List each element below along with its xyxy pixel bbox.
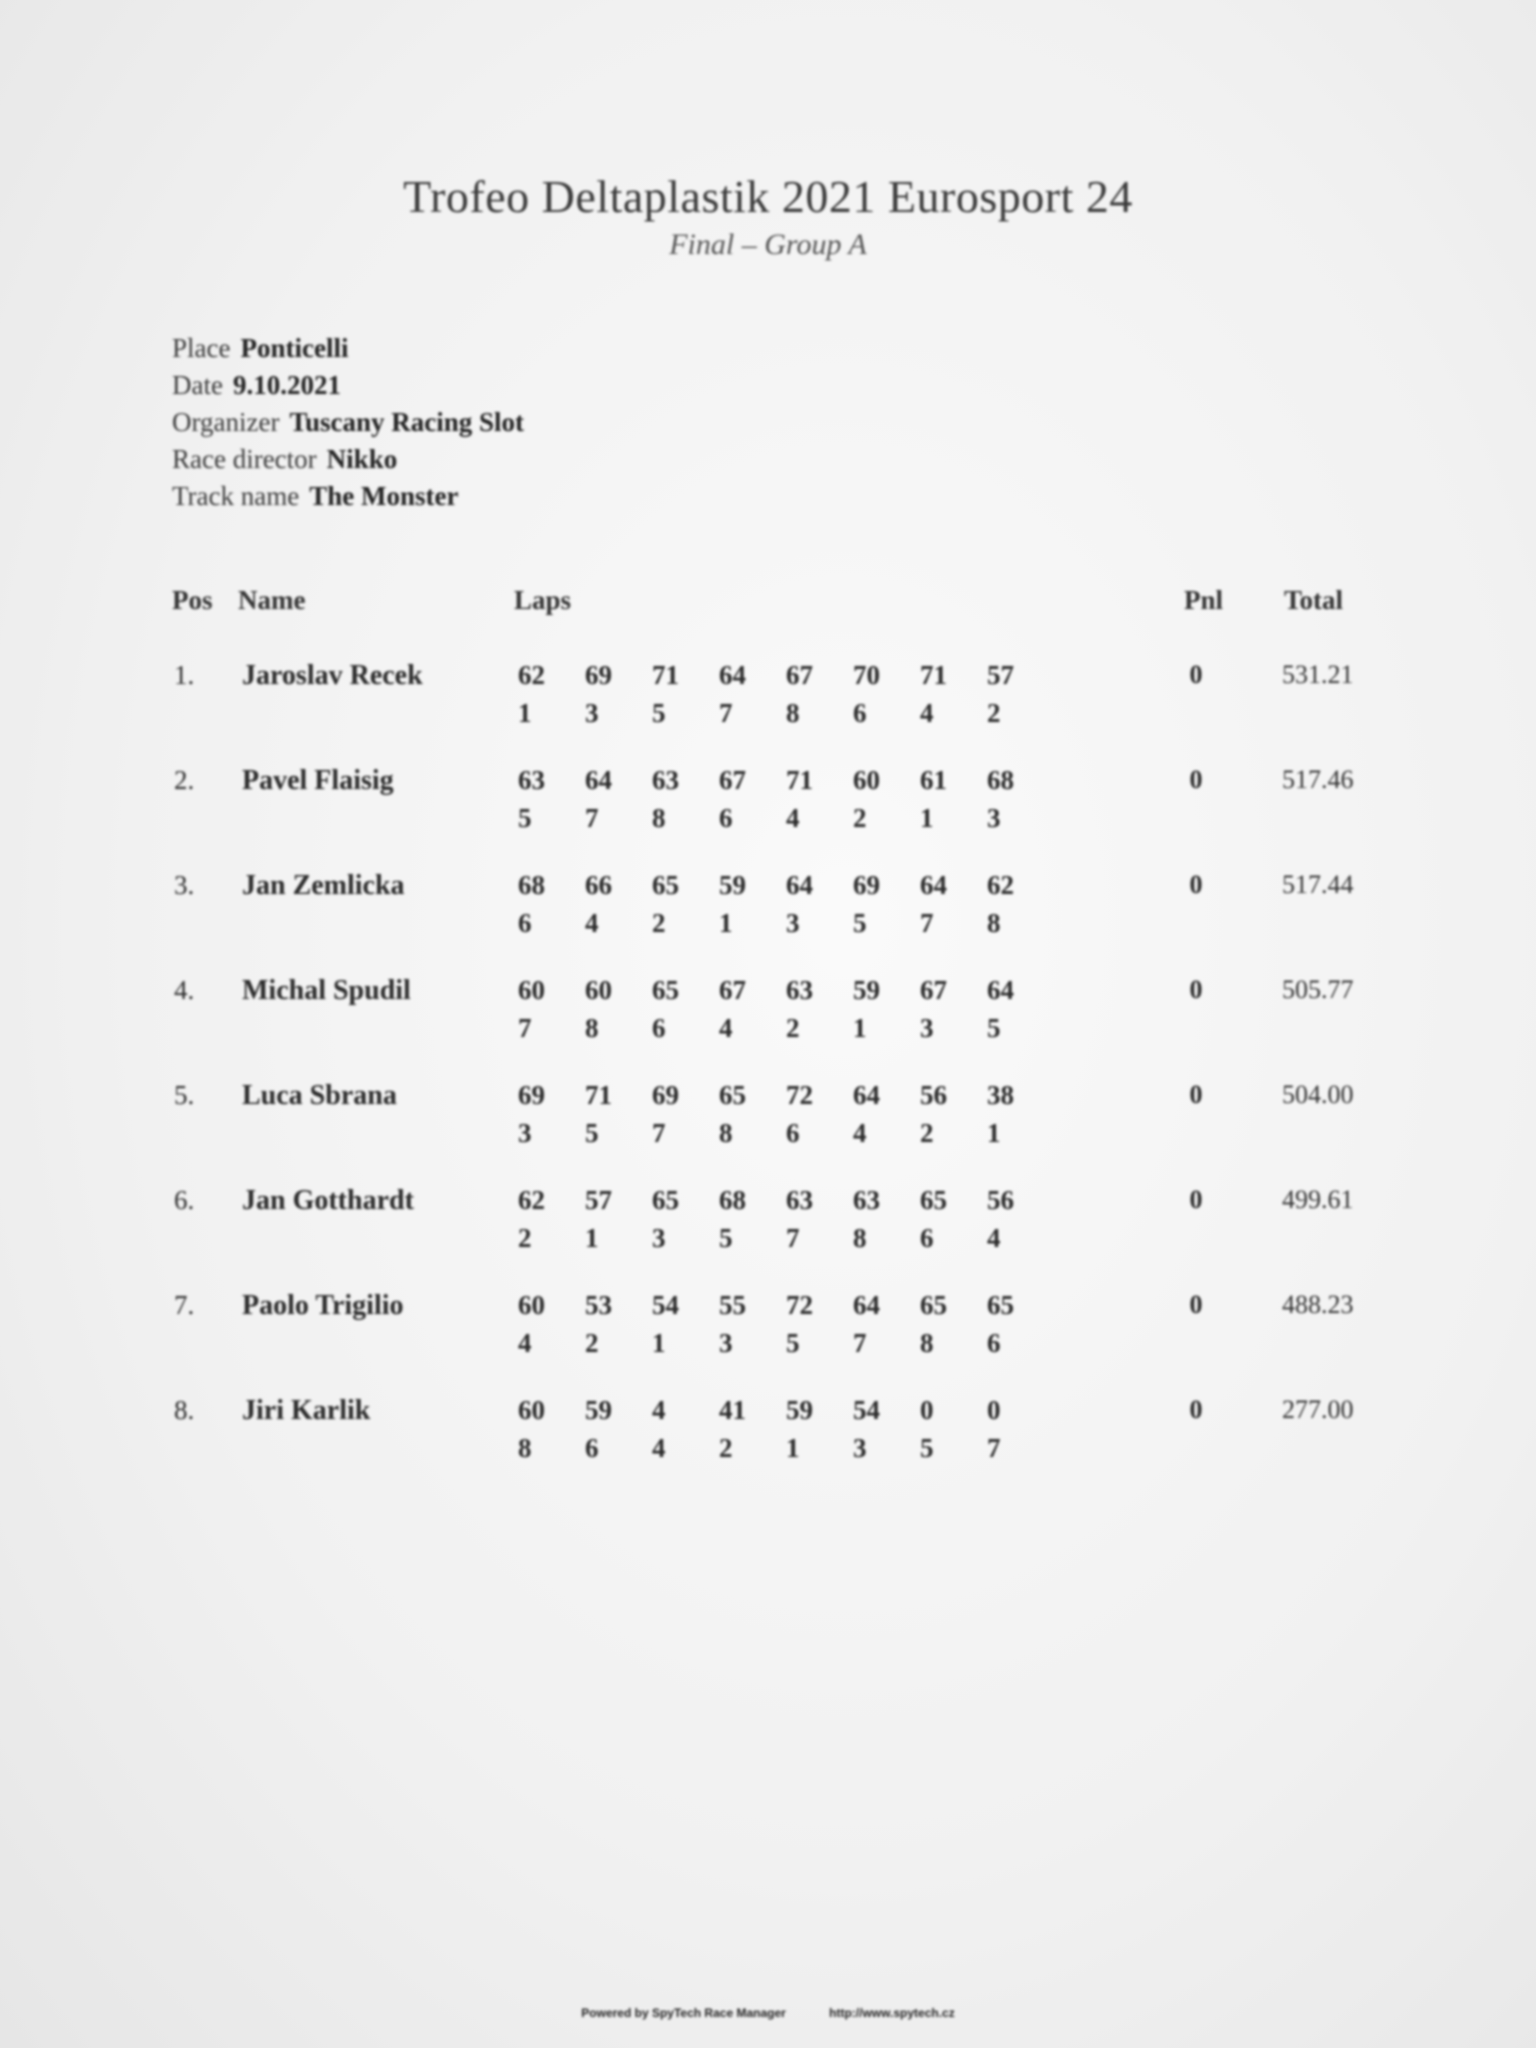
lane-number: 2 xyxy=(920,1118,934,1148)
footer-powered: Powered by SpyTech Race Manager xyxy=(581,2006,786,2020)
lap-value: 0 xyxy=(920,1395,934,1425)
column-header-name: Name xyxy=(238,585,306,615)
laps-line xyxy=(518,1395,1054,1433)
document-title: Trofeo Deltaplastik 2021 Eurosport 24 xyxy=(403,171,1133,222)
lane-number: 6 xyxy=(719,803,733,833)
column-header-total: Total xyxy=(1284,585,1344,615)
lap-value: 59 xyxy=(786,1395,813,1425)
laps-line xyxy=(518,1290,1054,1328)
lap-counts xyxy=(518,1185,1054,1261)
lap-value: 68 xyxy=(719,1185,746,1215)
lane-number: 6 xyxy=(652,1013,666,1043)
lane-number: 2 xyxy=(853,803,867,833)
lane-number: 2 xyxy=(987,698,1001,728)
total-value: 531.21 xyxy=(1282,660,1354,689)
footer xyxy=(0,2006,1536,2020)
lanes-line xyxy=(518,803,1054,841)
lane-number: 8 xyxy=(652,803,666,833)
lanes-line xyxy=(518,1013,1054,1051)
penalty-value: 0 xyxy=(1189,1395,1203,1424)
lane-number: 5 xyxy=(585,1118,599,1148)
result-row xyxy=(0,765,1536,855)
lanes-line xyxy=(518,1433,1054,1471)
lap-value: 57 xyxy=(585,1185,612,1215)
result-position: 7. xyxy=(174,1290,195,1320)
driver-name: Pavel Flaisig xyxy=(242,765,394,796)
info-track xyxy=(172,478,524,515)
result-row xyxy=(0,1080,1536,1170)
lap-value: 63 xyxy=(786,975,813,1005)
lap-value: 59 xyxy=(585,1395,612,1425)
organizer-label: Organizer xyxy=(172,407,280,437)
track-value: The Monster xyxy=(309,481,459,511)
info-organizer xyxy=(172,404,524,441)
lane-number: 5 xyxy=(987,1013,1001,1043)
total-value: 504.00 xyxy=(1282,1080,1354,1109)
lane-number: 1 xyxy=(518,698,532,728)
lap-value: 65 xyxy=(652,1185,679,1215)
lane-number: 2 xyxy=(786,1013,800,1043)
lane-number: 3 xyxy=(652,1223,666,1253)
lane-number: 2 xyxy=(585,1328,599,1358)
lap-value: 54 xyxy=(652,1290,679,1320)
lane-number: 6 xyxy=(585,1433,599,1463)
organizer-value: Tuscany Racing Slot xyxy=(289,407,525,437)
lane-number: 6 xyxy=(853,698,867,728)
driver-name: Jiri Karlik xyxy=(242,1395,371,1426)
lane-number: 6 xyxy=(786,1118,800,1148)
laps-line xyxy=(518,1185,1054,1223)
lap-value: 60 xyxy=(518,975,545,1005)
lanes-line xyxy=(518,1328,1054,1366)
lane-number: 4 xyxy=(920,698,934,728)
lane-number: 1 xyxy=(719,908,733,938)
lap-value: 68 xyxy=(518,870,545,900)
driver-name: Jan Gotthardt xyxy=(242,1185,414,1216)
lanes-line xyxy=(518,698,1054,736)
lane-number: 8 xyxy=(518,1433,532,1463)
lap-value: 0 xyxy=(987,1395,1001,1425)
penalty-value: 0 xyxy=(1189,870,1203,899)
footer-url: http://www.spytech.cz xyxy=(829,2006,955,2020)
result-position: 6. xyxy=(174,1185,195,1215)
director-label: Race director xyxy=(172,444,317,474)
lap-value: 54 xyxy=(853,1395,880,1425)
lap-value: 56 xyxy=(920,1080,947,1110)
lap-value: 41 xyxy=(719,1395,746,1425)
lap-value: 71 xyxy=(920,660,947,690)
lap-value: 70 xyxy=(853,660,880,690)
lap-value: 63 xyxy=(652,765,679,795)
lap-value: 65 xyxy=(719,1080,746,1110)
lane-number: 7 xyxy=(518,1013,532,1043)
penalty-value: 0 xyxy=(1189,975,1203,1004)
lane-number: 1 xyxy=(920,803,934,833)
lap-value: 38 xyxy=(987,1080,1014,1110)
lap-value: 65 xyxy=(920,1290,947,1320)
lap-counts xyxy=(518,1080,1054,1156)
column-header-pnl: Pnl xyxy=(1184,585,1224,615)
lane-number: 3 xyxy=(853,1433,867,1463)
lap-value: 64 xyxy=(585,765,612,795)
lap-value: 69 xyxy=(853,870,880,900)
lane-number: 4 xyxy=(585,908,599,938)
info-date xyxy=(172,367,524,404)
result-position: 2. xyxy=(174,765,195,795)
date-label: Date xyxy=(172,370,223,400)
result-row xyxy=(0,975,1536,1065)
lap-value: 64 xyxy=(786,870,813,900)
lane-number: 4 xyxy=(786,803,800,833)
lap-value: 61 xyxy=(920,765,947,795)
lap-value: 60 xyxy=(853,765,880,795)
lane-number: 8 xyxy=(786,698,800,728)
lanes-line xyxy=(518,1118,1054,1156)
info-place xyxy=(172,330,524,367)
result-position: 8. xyxy=(174,1395,195,1425)
result-position: 1. xyxy=(174,660,195,690)
place-value: Ponticelli xyxy=(240,333,349,363)
penalty-value: 0 xyxy=(1189,1080,1203,1109)
lap-value: 62 xyxy=(518,1185,545,1215)
column-header-pos: Pos xyxy=(172,585,213,615)
lane-number: 7 xyxy=(652,1118,666,1148)
lap-value: 59 xyxy=(853,975,880,1005)
lane-number: 5 xyxy=(652,698,666,728)
result-position: 3. xyxy=(174,870,195,900)
lap-value: 65 xyxy=(987,1290,1014,1320)
lane-number: 4 xyxy=(652,1433,666,1463)
lane-number: 4 xyxy=(719,1013,733,1043)
track-label: Track name xyxy=(172,481,300,511)
lap-value: 67 xyxy=(920,975,947,1005)
lap-value: 65 xyxy=(652,870,679,900)
lap-value: 64 xyxy=(853,1080,880,1110)
place-label: Place xyxy=(172,333,231,363)
lane-number: 7 xyxy=(719,698,733,728)
result-position: 4. xyxy=(174,975,195,1005)
lap-value: 64 xyxy=(920,870,947,900)
lap-counts xyxy=(518,870,1054,946)
lane-number: 8 xyxy=(987,908,1001,938)
lap-value: 69 xyxy=(652,1080,679,1110)
lane-number: 4 xyxy=(987,1223,1001,1253)
lap-value: 68 xyxy=(987,765,1014,795)
lap-value: 60 xyxy=(518,1395,545,1425)
penalty-value: 0 xyxy=(1189,765,1203,794)
lane-number: 7 xyxy=(920,908,934,938)
event-info xyxy=(172,330,524,515)
result-row xyxy=(0,660,1536,750)
lane-number: 7 xyxy=(853,1328,867,1358)
result-row xyxy=(0,1395,1536,1485)
lane-number: 5 xyxy=(518,803,532,833)
date-value: 9.10.2021 xyxy=(232,370,341,400)
result-row xyxy=(0,870,1536,960)
result-position: 5. xyxy=(174,1080,195,1110)
lap-value: 56 xyxy=(987,1185,1014,1215)
lane-number: 7 xyxy=(987,1433,1001,1463)
lap-value: 71 xyxy=(652,660,679,690)
lanes-line xyxy=(518,908,1054,946)
lap-value: 60 xyxy=(518,1290,545,1320)
lane-number: 6 xyxy=(920,1223,934,1253)
document-subtitle: Final – Group A xyxy=(669,228,867,261)
lap-value: 4 xyxy=(652,1395,666,1425)
lane-number: 8 xyxy=(853,1223,867,1253)
lap-value: 72 xyxy=(786,1080,813,1110)
lane-number: 7 xyxy=(585,803,599,833)
lane-number: 2 xyxy=(518,1223,532,1253)
lap-value: 53 xyxy=(585,1290,612,1320)
lane-number: 1 xyxy=(585,1223,599,1253)
lane-number: 8 xyxy=(920,1328,934,1358)
column-header-laps: Laps xyxy=(514,585,572,615)
driver-name: Michal Spudil xyxy=(242,975,411,1006)
total-value: 517.46 xyxy=(1282,765,1354,794)
lane-number: 3 xyxy=(719,1328,733,1358)
lap-value: 71 xyxy=(585,1080,612,1110)
lap-value: 69 xyxy=(518,1080,545,1110)
driver-name: Jan Zemlicka xyxy=(242,870,405,901)
laps-line xyxy=(518,660,1054,698)
lap-value: 63 xyxy=(853,1185,880,1215)
driver-name: Paolo Trigilio xyxy=(242,1290,404,1321)
lane-number: 2 xyxy=(652,908,666,938)
lane-number: 6 xyxy=(987,1328,1001,1358)
lane-number: 3 xyxy=(585,698,599,728)
lap-counts xyxy=(518,1290,1054,1366)
lap-counts xyxy=(518,975,1054,1051)
lane-number: 7 xyxy=(786,1223,800,1253)
lap-value: 65 xyxy=(652,975,679,1005)
total-value: 499.61 xyxy=(1282,1185,1354,1214)
lap-value: 72 xyxy=(786,1290,813,1320)
lane-number: 1 xyxy=(987,1118,1001,1148)
lanes-line xyxy=(518,1223,1054,1261)
penalty-value: 0 xyxy=(1189,1290,1203,1319)
lane-number: 1 xyxy=(853,1013,867,1043)
lap-value: 67 xyxy=(719,765,746,795)
lap-value: 60 xyxy=(585,975,612,1005)
lane-number: 4 xyxy=(518,1328,532,1358)
laps-line xyxy=(518,1080,1054,1118)
lane-number: 2 xyxy=(719,1433,733,1463)
lap-value: 63 xyxy=(518,765,545,795)
penalty-value: 0 xyxy=(1189,1185,1203,1214)
lap-value: 64 xyxy=(719,660,746,690)
lane-number: 3 xyxy=(786,908,800,938)
lap-counts xyxy=(518,765,1054,841)
penalty-value: 0 xyxy=(1189,660,1203,689)
lap-value: 63 xyxy=(786,1185,813,1215)
lane-number: 8 xyxy=(585,1013,599,1043)
laps-line xyxy=(518,870,1054,908)
lap-value: 57 xyxy=(987,660,1014,690)
lane-number: 6 xyxy=(518,908,532,938)
driver-name: Luca Sbrana xyxy=(242,1080,397,1111)
lap-value: 67 xyxy=(719,975,746,1005)
lap-value: 59 xyxy=(719,870,746,900)
result-row xyxy=(0,1290,1536,1380)
lap-counts xyxy=(518,660,1054,736)
lap-value: 65 xyxy=(920,1185,947,1215)
laps-line xyxy=(518,975,1054,1013)
lane-number: 5 xyxy=(719,1223,733,1253)
lane-number: 8 xyxy=(719,1118,733,1148)
laps-line xyxy=(518,765,1054,803)
lane-number: 1 xyxy=(786,1433,800,1463)
driver-name: Jaroslav Recek xyxy=(242,660,423,691)
lap-counts xyxy=(518,1395,1054,1471)
lane-number: 5 xyxy=(853,908,867,938)
lap-value: 67 xyxy=(786,660,813,690)
lap-value: 62 xyxy=(518,660,545,690)
lane-number: 5 xyxy=(920,1433,934,1463)
lap-value: 69 xyxy=(585,660,612,690)
lane-number: 5 xyxy=(786,1328,800,1358)
lap-value: 62 xyxy=(987,870,1014,900)
lap-value: 64 xyxy=(853,1290,880,1320)
lap-value: 71 xyxy=(786,765,813,795)
lap-value: 55 xyxy=(719,1290,746,1320)
lap-value: 64 xyxy=(987,975,1014,1005)
total-value: 488.23 xyxy=(1282,1290,1354,1319)
lane-number: 3 xyxy=(920,1013,934,1043)
lane-number: 4 xyxy=(853,1118,867,1148)
total-value: 277.00 xyxy=(1282,1395,1354,1424)
lane-number: 3 xyxy=(518,1118,532,1148)
total-value: 505.77 xyxy=(1282,975,1354,1004)
lane-number: 3 xyxy=(987,803,1001,833)
total-value: 517.44 xyxy=(1282,870,1354,899)
lane-number: 1 xyxy=(652,1328,666,1358)
result-row xyxy=(0,1185,1536,1275)
lap-value: 66 xyxy=(585,870,612,900)
director-value: Nikko xyxy=(326,444,398,474)
info-director xyxy=(172,441,524,478)
